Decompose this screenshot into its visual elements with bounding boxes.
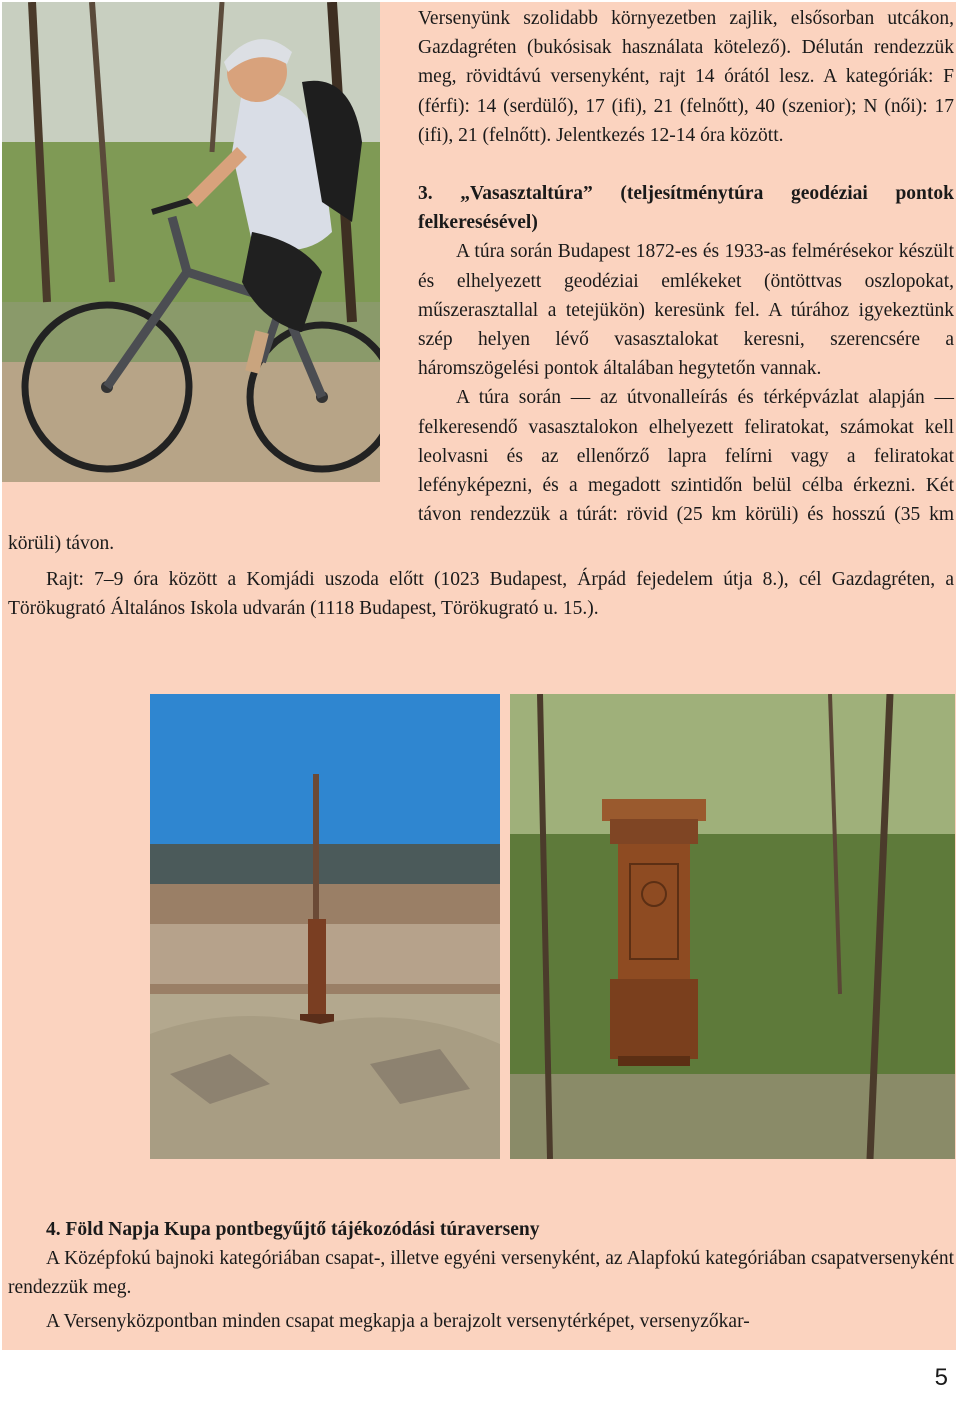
section4-para1: A Középfokú bajnoki kategóriában csapat-, illetve egyéni versenyként, az Alapfokú kategóriában csapatversenyként rendezzük meg. bbox=[8, 1248, 954, 1299]
float-spacer-1 bbox=[8, 4, 418, 210]
section4-para2: A Versenyközpontban minden csapat megkapja a berajzolt versenytérképet, versenyzőkar- bbox=[46, 1310, 750, 1332]
page-background bbox=[2, 2, 956, 1350]
page-number: 5 bbox=[934, 1364, 948, 1391]
section3-para2: A túra során — az útvonalleírás és térképvázlat alapján — felkeresendő vasasztalokon elhelyezett feliratokat, számokat kell leolvasni és az ellenőrző lapra felírni vagy a feliratokat lefényképezni, és a megadott szintidőn belül célba érkezni. Két távon rendezzük a túrát: rövid (25 km körüli) és hosszú (35 km körüli) távon. bbox=[8, 387, 954, 555]
geodetic-column-illustration bbox=[150, 694, 500, 1159]
section4-heading: 4. Föld Napja Kupa pontbegyűjtő tájékozódási túraverseny bbox=[46, 1219, 540, 1240]
section3-para1: A túra során Budapest 1872-es és 1933-as felmérésekor készült és elhelyezett geodéziai emlékeket (öntöttvas oszlopokat, műszerasztallal a tetejükön) keresünk fel. A túrához igyekeztünk szép helyen lévő vasasztalokat keresni, szerencsére a háromszögelési pontok általában hegytetőn vannak. bbox=[418, 241, 954, 380]
main-text-flow bbox=[8, 4, 954, 623]
section3-para3: Rajt: 7–9 óra között a Komjádi uszoda előtt (1023 Budapest, Árpád fejedelem útja 8.), cél Gazdagréten, a Törökugrató Általános Iskola udvarán (1118 Budapest, Törökugrató u. 15.). bbox=[8, 568, 954, 619]
cast-iron-pillar-photo bbox=[510, 694, 955, 1159]
intro-paragraph: Versenyünk szolidabb környezetben zajlik, elsősorban utcákon, Gazdagréten (bukósisak használata kötelező). Délután rendezzük meg, rövidtávú versenyként, rajt 14 órától lesz. A kategóriák: F (férfi): 14 (serdülő), 17 (ifi), 21 (felnőtt), 40 (szenior); N (női): 17 (ifi), 21 (felnőtt). Jelentkezés 12-14 óra között. bbox=[418, 8, 954, 146]
section3-heading: 3. „Vasasztaltúra” (teljesítménytúra geodéziai pontok felkeresésével) bbox=[418, 183, 954, 234]
float-spacer-2 bbox=[8, 210, 418, 510]
geodetic-column-photo bbox=[150, 694, 500, 1159]
section4 bbox=[8, 1215, 954, 1336]
cast-iron-pillar-illustration bbox=[510, 694, 955, 1159]
